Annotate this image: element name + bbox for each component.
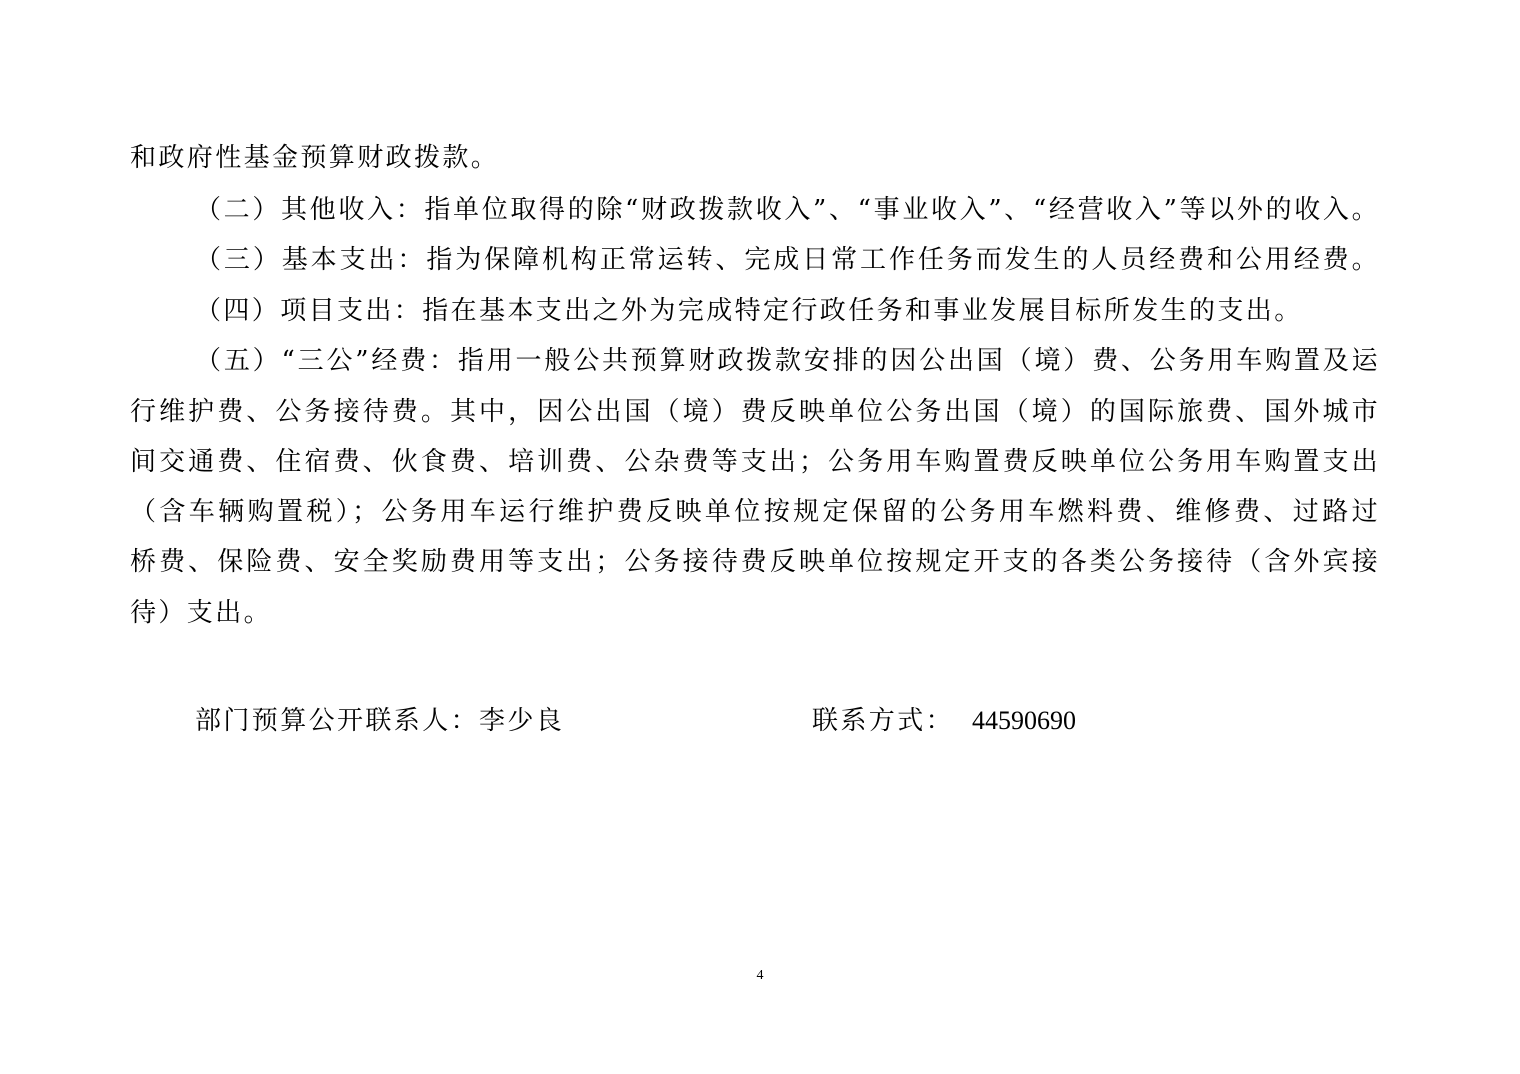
text-line-three-public-2: 行维护费、公务接待费。其中，因公出国（境）费反映单位公务出国（境）的国际旅费、国外城市	[130, 397, 1380, 427]
text-line-three-public-1: （五）“三公”经费：指用一般公共预算财政拨款安排的因公出国（境）费、公务用车购置及运	[195, 346, 1380, 376]
contact-method	[812, 704, 1076, 738]
contact-phone: 44590690	[972, 706, 1077, 735]
text-line-project-expenditure: （四）项目支出：指在基本支出之外为完成特定行政任务和事业发展目标所发生的支出。	[195, 296, 1303, 326]
text-line-basic-expenditure: （三）基本支出：指为保障机构正常运转、完成日常工作任务而发生的人员经费和公用经费。	[195, 245, 1380, 275]
contact-method-label: 联系方式：	[812, 706, 955, 736]
contact-person: 部门预算公开联系人：李少良	[195, 706, 565, 736]
text-line-1: 和政府性基金预算财政拨款。	[130, 143, 500, 173]
text-line-three-public-3: 间交通费、住宿费、伙食费、培训费、公杂费等支出；公务用车购置费反映单位公务用车购置支出	[130, 447, 1380, 477]
page-number: 4	[756, 968, 764, 983]
text-line-three-public-5: 桥费、保险费、安全奖励费用等支出；公务接待费反映单位按规定开支的各类公务接待（含外宾接	[130, 547, 1380, 577]
text-line-three-public-6: 待）支出。	[130, 598, 273, 628]
text-line-other-income: （二）其他收入：指单位取得的除“财政拨款收入”、“事业收入”、“经营收入”等以外的收入。	[195, 195, 1380, 225]
text-line-three-public-4: （含车辆购置税）；公务用车运行维护费反映单位按规定保留的公务用车燃料费、维修费、过路过	[130, 497, 1380, 527]
